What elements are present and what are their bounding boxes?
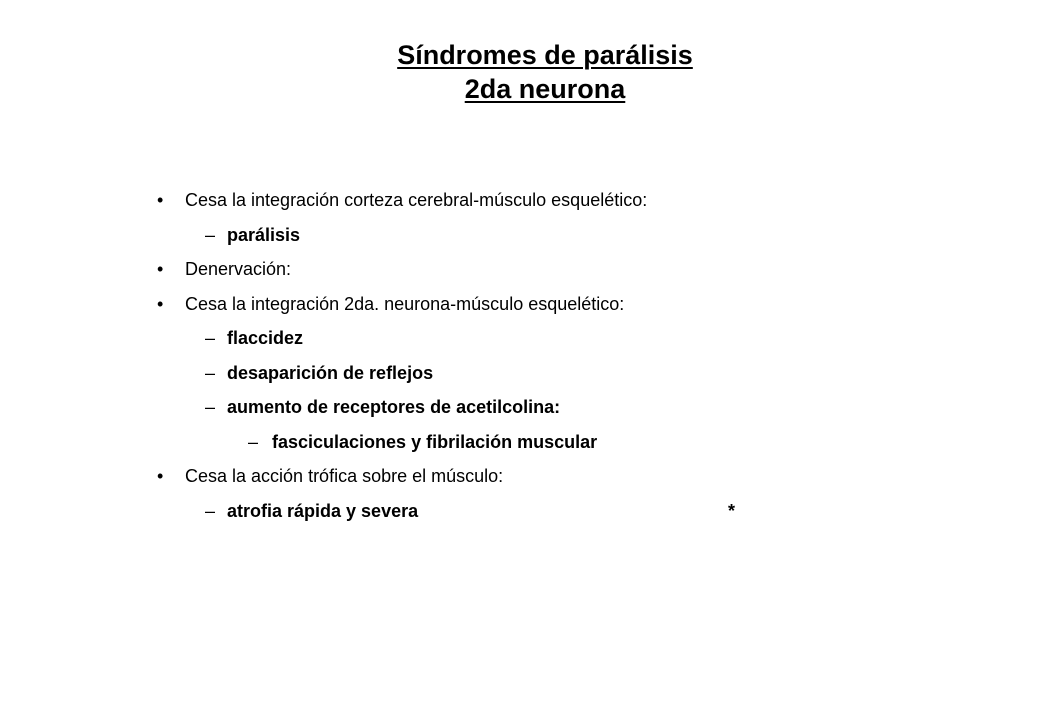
list-item — [0, 252, 1040, 287]
list-item — [0, 287, 1040, 322]
title-line-2: 2da neurona — [464, 74, 626, 104]
bullet-marker: • — [157, 190, 164, 210]
dash-marker: – — [205, 224, 216, 245]
dash-marker: – — [205, 328, 216, 348]
list-item-text: desaparición de reflejos — [227, 362, 434, 383]
dash-marker: – — [205, 397, 216, 417]
list-item-text: fasciculaciones y fibrilación muscular — [272, 431, 598, 452]
list-item — [0, 494, 1040, 529]
title-line-1: Síndromes de parálisis — [397, 40, 693, 70]
list-item-text: Cesa la acción trófica sobre el músculo: — [185, 466, 504, 486]
list-item-text: Denervación: — [185, 259, 292, 279]
dash-marker: – — [205, 362, 216, 383]
asterisk-mark: * — [728, 500, 736, 521]
list-item — [0, 425, 1040, 460]
bullet-marker: • — [157, 466, 164, 486]
slide-title — [0, 38, 1040, 106]
bullet-list — [0, 183, 1040, 528]
bullet-marker: • — [157, 259, 164, 279]
list-item — [0, 183, 1040, 218]
list-item — [0, 459, 1040, 494]
dash-marker: – — [205, 500, 216, 521]
list-item — [0, 356, 1040, 391]
list-item-text: atrofia rápida y severa — [227, 500, 419, 521]
list-item-text: Cesa la integración corteza cerebral-músculo esquelético: — [185, 190, 648, 210]
list-item-text: aumento de receptores de acetilcolina: — [227, 397, 561, 417]
list-item — [0, 218, 1040, 253]
list-item-text: parálisis — [227, 224, 301, 245]
dash-marker: – — [248, 431, 259, 452]
list-item-text: flaccidez — [227, 328, 304, 348]
list-item-text: Cesa la integración 2da. neurona-músculo esquelético: — [185, 293, 625, 314]
list-item — [0, 390, 1040, 425]
list-item — [0, 321, 1040, 356]
bullet-marker: • — [157, 293, 164, 314]
